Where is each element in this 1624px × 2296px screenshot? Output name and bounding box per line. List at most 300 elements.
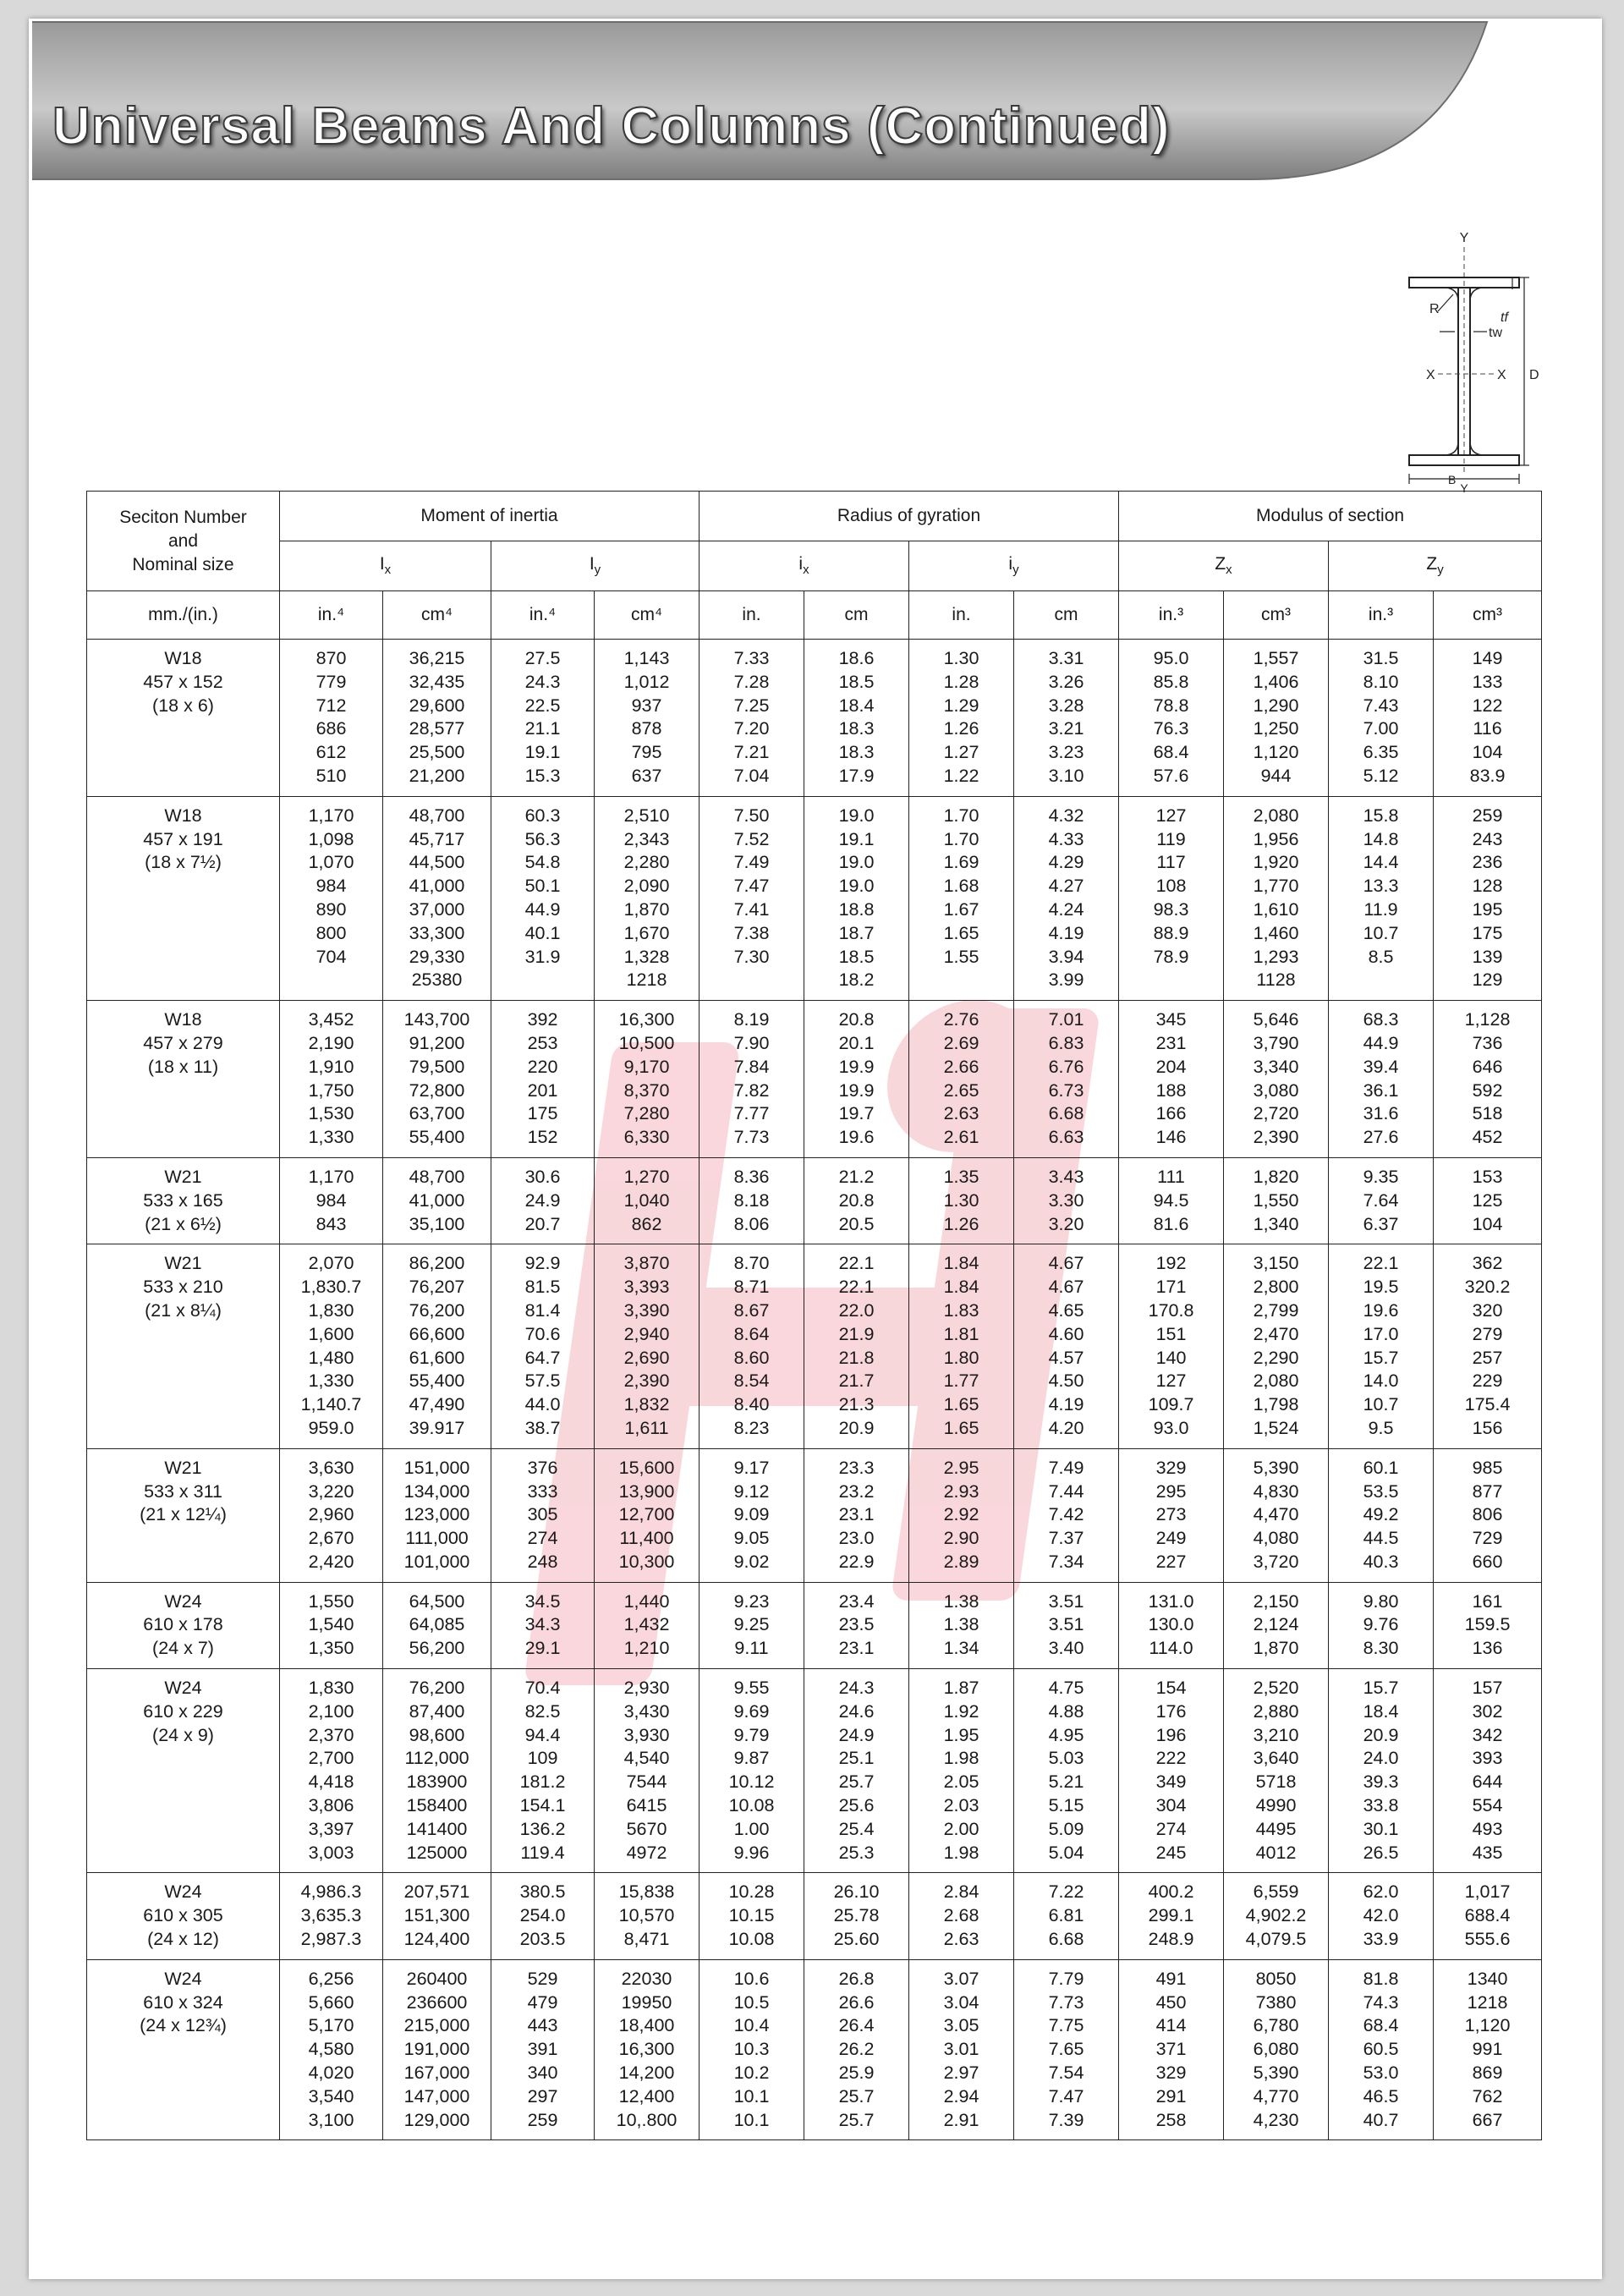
table-cell (383, 1244, 491, 1448)
unit-header: cm⁴ (383, 591, 491, 640)
cell-value: 2,930 (623, 1678, 670, 1699)
cell-value: 7.73 (1048, 1991, 1084, 2013)
cell-value: 2,280 (623, 852, 670, 873)
cell-value: 3.04 (943, 1991, 979, 2013)
cell-value: 76.3 (1153, 718, 1189, 739)
cell-value: 8.71 (733, 1277, 770, 1298)
cell-value (909, 969, 1013, 992)
table-cell (804, 1244, 909, 1448)
cell-value: 273 (1155, 1504, 1187, 1525)
cell-value: 452 (1472, 1127, 1503, 1148)
table-cell (595, 1157, 700, 1244)
table-cell (1119, 796, 1224, 1000)
cell-value: 78.9 (1153, 946, 1189, 967)
cell-value: 985 (1472, 1457, 1503, 1478)
table-cell (1014, 1582, 1119, 1668)
cell-value: 56,200 (409, 1638, 465, 1659)
cell-value: 22.1 (1363, 1253, 1399, 1274)
cell-value: 82.5 (524, 1700, 561, 1722)
cell-value: 3.30 (1048, 1189, 1084, 1211)
cell-value: 258 (1155, 2109, 1187, 2130)
table-cell (1329, 1157, 1434, 1244)
section-name-line: W18 (164, 805, 202, 826)
table-cell (909, 1001, 1014, 1158)
table-cell (1224, 1669, 1329, 1873)
ix-header: $I_x$ (280, 541, 491, 591)
cell-value (1119, 969, 1223, 992)
cell-value: 1,120 (1253, 742, 1299, 763)
table-cell (1224, 640, 1329, 797)
cell-value: 167,000 (403, 2063, 470, 2084)
cell-value: 44.5 (1363, 1528, 1399, 1549)
cell-value: 7.47 (1048, 2085, 1084, 2106)
cell-value: 1,330 (308, 1370, 354, 1392)
cell-value: 3,080 (1253, 1079, 1299, 1101)
cell-value: 3,100 (308, 2109, 354, 2130)
cell-value: 3.20 (1048, 1213, 1084, 1234)
section-name (87, 1448, 280, 1582)
unit-header: cm (1014, 591, 1119, 640)
cell-value: 4.24 (1048, 898, 1084, 920)
cell-value: 7.04 (733, 765, 770, 786)
cell-value: 2.91 (943, 2109, 979, 2130)
cell-value: 3,870 (623, 1253, 670, 1274)
cell-value: 254.0 (519, 1905, 566, 1926)
cell-value: 134,000 (403, 1480, 470, 1502)
cell-value: 81.5 (524, 1277, 561, 1298)
section-name-line: 610 x 229 (143, 1700, 223, 1722)
cell-value: 152 (527, 1127, 558, 1148)
cell-value: 9.12 (733, 1480, 770, 1502)
cell-value: 128 (1472, 876, 1503, 897)
cell-value: 125000 (406, 1842, 468, 1863)
table-cell (700, 1873, 804, 1959)
cell-value: 8.19 (733, 1009, 770, 1030)
table-cell (1014, 1244, 1119, 1448)
cell-value: 136.2 (519, 1818, 566, 1839)
cell-value: 7.33 (733, 648, 770, 668)
unit-header: in.³ (1119, 591, 1224, 640)
cell-value: 9.5 (1368, 1417, 1394, 1438)
cell-value: 1,460 (1253, 922, 1299, 943)
table-cell (491, 1448, 595, 1582)
cell-value: 83.9 (1469, 765, 1506, 786)
cell-value: 116 (1473, 718, 1502, 739)
cell-value: 2.63 (943, 1103, 979, 1124)
cell-value: 1,350 (308, 1638, 354, 1659)
cell-value: 3,150 (1253, 1253, 1299, 1274)
cell-value: 7.54 (1048, 2063, 1084, 2084)
section-name-line: (18 x 6) (152, 695, 214, 716)
modulus-of-section-header: Modulus of section (1119, 492, 1542, 541)
cell-value: 2,987.3 (300, 1929, 362, 1950)
cell-value: 1.38 (943, 1590, 979, 1612)
cell-value: 8.64 (733, 1323, 770, 1344)
section-name-line: 457 x 279 (143, 1032, 223, 1053)
cell-value: 8.10 (1363, 671, 1399, 692)
cell-value: 1,210 (623, 1638, 670, 1659)
cell-value: 3,210 (1253, 1724, 1299, 1745)
table-cell (280, 1157, 383, 1244)
cell-value: 1,017 (1464, 1881, 1511, 1903)
cell-value: 129,000 (403, 2109, 470, 2130)
section-name-line: (18 x 11) (147, 1056, 219, 1077)
cell-value: 38.7 (524, 1417, 561, 1438)
section-name-line: 533 x 210 (143, 1277, 223, 1298)
cell-value: 8.30 (1363, 1638, 1399, 1659)
table-cell (1329, 1001, 1434, 1158)
cell-value: 28,577 (409, 718, 465, 739)
cell-value: 7.20 (733, 718, 770, 739)
cell-value: 1.28 (943, 671, 979, 692)
table-cell (804, 796, 909, 1000)
cell-value (491, 969, 594, 992)
cell-value: 16,300 (618, 2039, 675, 2060)
section-name-line: W21 (164, 1457, 202, 1478)
cell-value: 7.25 (733, 695, 770, 716)
cell-value: 1,820 (1253, 1166, 1299, 1187)
cell-value: 26.5 (1363, 1842, 1399, 1863)
cell-value: 122 (1472, 695, 1503, 716)
cell-value: 55,400 (409, 1370, 465, 1392)
cell-value: 660 (1472, 1551, 1503, 1572)
table-cell (595, 1582, 700, 1668)
diagram-label-x-right: X (1497, 368, 1506, 382)
cell-value: 1.00 (733, 1818, 770, 1839)
cell-value: 2,510 (623, 805, 670, 826)
cell-value: 2,390 (623, 1370, 670, 1392)
cell-value: 491 (1155, 1968, 1187, 1989)
cell-value: 3,430 (623, 1700, 670, 1722)
cell-value: 3,635.3 (300, 1905, 362, 1926)
cell-value: 11.9 (1363, 898, 1398, 920)
cell-value: 592 (1472, 1079, 1503, 1101)
cell-value: 154 (1155, 1678, 1187, 1699)
cell-value: 1,600 (308, 1323, 354, 1344)
cell-value: 1,830.7 (300, 1277, 362, 1298)
table-cell (280, 796, 383, 1000)
cell-value: 400.2 (1148, 1881, 1194, 1903)
cell-value: 1,540 (308, 1614, 354, 1635)
cell-value: 1,040 (623, 1189, 670, 1211)
section-name-line: 610 x 305 (143, 1905, 223, 1926)
cell-value: 5718 (1255, 1771, 1297, 1793)
cell-value: 25.6 (838, 1795, 875, 1816)
section-name (87, 640, 280, 797)
cell-value: 175 (1472, 922, 1503, 943)
cell-value: 4,230 (1253, 2109, 1299, 2130)
cell-value: 4.60 (1048, 1323, 1084, 1344)
iy-header: $I_y$ (491, 541, 700, 591)
cell-value: 7.34 (1048, 1551, 1084, 1572)
table-cell (1434, 1244, 1542, 1448)
cell-value: 201 (527, 1079, 558, 1101)
cell-value: 340 (527, 2063, 558, 2084)
cell-value: 95.0 (1153, 648, 1189, 668)
cell-value: 7.73 (733, 1127, 770, 1148)
cell-value: 688.4 (1464, 1905, 1511, 1926)
section-name-line: (24 x 12) (147, 1929, 219, 1950)
cell-value: 8.67 (733, 1299, 770, 1321)
cell-value: 19.6 (838, 1127, 875, 1148)
cell-value: 129 (1472, 969, 1503, 991)
cell-value: 443 (527, 2015, 558, 2036)
cell-value: 1,270 (623, 1166, 670, 1187)
cell-value: 44.9 (524, 898, 561, 920)
cell-value: 33.8 (1363, 1795, 1399, 1816)
cell-value: 127 (1155, 805, 1187, 826)
cell-value: 1,832 (623, 1394, 670, 1415)
cell-value: 304 (1155, 1795, 1187, 1816)
cell-value: 5,390 (1253, 2063, 1299, 2084)
cell-value: 130.0 (1148, 1614, 1194, 1635)
cell-value: 87,400 (409, 1700, 465, 1722)
cell-value: 53.5 (1363, 1480, 1399, 1502)
cell-value: 19.7 (838, 1103, 875, 1124)
cell-value: 2.93 (943, 1480, 979, 1502)
cell-value: 320.2 (1464, 1277, 1511, 1298)
cell-value: 104 (1472, 742, 1503, 763)
cell-value: 4,986.3 (300, 1881, 362, 1903)
cell-value: 3.31 (1048, 648, 1084, 668)
cell-value: 8.06 (733, 1213, 770, 1234)
cell-value: 98,600 (409, 1724, 465, 1745)
cell-value: 204 (1155, 1056, 1187, 1077)
cell-value: 1,140.7 (300, 1394, 362, 1415)
cell-value: 19.1 (524, 742, 561, 763)
cell-value: 153 (1472, 1166, 1503, 1187)
cell-value: 1,012 (623, 671, 670, 692)
cell-value: 57.6 (1153, 765, 1189, 786)
cell-value: 7.65 (1048, 2039, 1084, 2060)
cell-value: 37,000 (409, 898, 465, 920)
cell-value: 66,600 (409, 1323, 465, 1344)
table-cell (1014, 1959, 1119, 2140)
cell-value: 297 (527, 2085, 558, 2106)
cell-value: 25.60 (833, 1929, 880, 1950)
cell-value: 9.23 (733, 1590, 770, 1612)
cell-value: 4.50 (1048, 1370, 1084, 1392)
cell-value: 22.9 (838, 1551, 875, 1572)
cell-value: 7.47 (733, 876, 770, 897)
cell-value: 27.5 (524, 648, 561, 668)
cell-value: 53.0 (1363, 2063, 1399, 2084)
cell-value: 108 (1155, 876, 1187, 897)
cell-value: 46.5 (1363, 2085, 1399, 2106)
cell-value: 7.28 (733, 671, 770, 692)
cell-value: 215,000 (403, 2015, 470, 2036)
table-cell (280, 1001, 383, 1158)
cell-value: 7.77 (733, 1103, 770, 1124)
section-name (87, 1157, 280, 1244)
table-cell (1329, 1959, 1434, 2140)
table-cell (1329, 1582, 1434, 1668)
cell-value: 7.52 (733, 828, 770, 849)
cell-value: 112,000 (404, 1748, 469, 1769)
cell-value: 23.4 (838, 1590, 875, 1612)
cell-value: 23.2 (838, 1480, 875, 1502)
unit-header: cm³ (1224, 591, 1329, 640)
cell-value: 686 (315, 718, 347, 739)
cell-value: 3,003 (308, 1842, 354, 1863)
table-cell (1119, 1582, 1224, 1668)
table-row (87, 1001, 1542, 1158)
table-cell (909, 1244, 1014, 1448)
cell-value: 3.07 (943, 1968, 979, 1989)
cell-value: 4.95 (1048, 1724, 1084, 1745)
table-row (87, 1157, 1542, 1244)
cell-value: 3.10 (1048, 765, 1084, 786)
cell-value: 111 (1157, 1166, 1185, 1187)
cell-value: 1.98 (943, 1748, 979, 1769)
cell-value: 3.51 (1048, 1590, 1084, 1612)
table-cell (491, 1669, 595, 1873)
cell-value: 2,190 (308, 1032, 354, 1053)
table-cell (1434, 1157, 1542, 1244)
cell-value: 31.5 (1363, 648, 1399, 668)
cell-value: 29,600 (409, 695, 465, 716)
cell-value: 195 (1472, 898, 1503, 920)
cell-value: 1,432 (623, 1614, 670, 1635)
cell-value: 5670 (626, 1818, 667, 1839)
cell-value: 7.82 (733, 1079, 770, 1101)
cell-value: 2,700 (308, 1748, 354, 1769)
table-cell (491, 1873, 595, 1959)
cell-value: 19.9 (838, 1056, 875, 1077)
section-name-line: 457 x 152 (143, 671, 223, 692)
section-name (87, 1669, 280, 1873)
cell-value: 19950 (621, 1991, 672, 2013)
cell-value: 9.80 (1363, 1590, 1399, 1612)
cell-value: 5,390 (1253, 1457, 1299, 1478)
table-cell (1434, 1001, 1542, 1158)
cell-value: 1.38 (943, 1614, 979, 1635)
cell-value: 9,170 (623, 1056, 670, 1077)
cell-value: 88.9 (1153, 922, 1189, 943)
cell-value: 984 (315, 1189, 347, 1211)
unit-header: in.⁴ (491, 591, 595, 640)
cell-value: 3.99 (1048, 969, 1084, 991)
cell-value: 81.6 (1153, 1213, 1189, 1234)
cell-value: 529 (527, 1968, 558, 1989)
table-cell (1434, 796, 1542, 1000)
cell-value: 63,700 (409, 1103, 465, 1124)
table-cell (700, 1669, 804, 1873)
cell-value: 54.8 (524, 852, 561, 873)
cell-value: 2,960 (308, 1504, 354, 1525)
cell-value: 391 (527, 2039, 558, 2060)
cell-value: 6.83 (1048, 1032, 1084, 1053)
cell-value: 191,000 (403, 2039, 470, 2060)
section-name-line: (21 x 8¼) (145, 1299, 222, 1321)
table-cell (491, 1001, 595, 1158)
cell-value: 1.55 (943, 946, 979, 967)
section-name-line: (24 x 9) (152, 1724, 214, 1745)
cell-value: 40.3 (1363, 1551, 1399, 1572)
table-cell (595, 796, 700, 1000)
cell-value: 23.1 (838, 1638, 875, 1659)
cell-value: 139 (1472, 946, 1503, 967)
cell-value: 944 (1260, 765, 1292, 786)
cell-value: 21,200 (409, 765, 465, 786)
cell-value: 8050 (1255, 1968, 1297, 1989)
cell-value: 48,700 (409, 1166, 465, 1187)
cell-value: 175.4 (1464, 1394, 1511, 1415)
cell-value: 4495 (1255, 1818, 1297, 1839)
cell-value: 76,207 (409, 1277, 465, 1298)
cell-value: 14,200 (618, 2063, 675, 2084)
cell-value: 18.3 (838, 742, 875, 763)
section-name-line: (24 x 7) (152, 1638, 214, 1659)
cell-value: 19.9 (838, 1079, 875, 1101)
table-cell (383, 1448, 491, 1582)
cell-value: 1,340 (1253, 1213, 1299, 1234)
cell-value: 243 (1472, 828, 1503, 849)
cell-value: 1,143 (623, 648, 670, 668)
table-cell (280, 1669, 383, 1873)
cell-value: 50.1 (524, 876, 561, 897)
table-cell (1224, 1448, 1329, 1582)
cell-value: 24.9 (838, 1724, 875, 1745)
table-cell (383, 796, 491, 1000)
cell-value: 2.90 (943, 1528, 979, 1549)
cell-value: 7.37 (1048, 1528, 1084, 1549)
cell-value: 149 (1472, 648, 1503, 668)
cell-value: 870 (315, 648, 347, 668)
cell-value: 109.7 (1148, 1394, 1194, 1415)
cell-value (700, 969, 804, 992)
table-cell (700, 1448, 804, 1582)
cell-value: 345 (1155, 1009, 1187, 1030)
cell-value: 1,770 (1253, 876, 1299, 897)
section-name-line: (24 x 12¾) (140, 2015, 227, 2036)
cell-value: 2.61 (943, 1127, 979, 1148)
table-cell (1014, 796, 1119, 1000)
cell-value: 78.8 (1153, 695, 1189, 716)
cell-value: 1.26 (943, 718, 979, 739)
section-name-line: W18 (164, 1009, 202, 1030)
cell-value: 20.5 (838, 1213, 875, 1234)
cell-value: 4.75 (1048, 1678, 1084, 1699)
section-name-line: 610 x 324 (143, 1991, 223, 2013)
cell-value: 104 (1472, 1213, 1503, 1234)
cell-value: 450 (1155, 1991, 1187, 2013)
cell-value: 21.2 (838, 1166, 875, 1187)
cell-value: 109 (527, 1748, 558, 1769)
cell-value: 9.35 (1363, 1166, 1399, 1187)
table-cell (804, 1001, 909, 1158)
cell-value: 890 (315, 898, 347, 920)
cell-value: 253 (527, 1032, 558, 1053)
cell-value: 10.1 (733, 2085, 770, 2106)
cell-value: 14.0 (1363, 1370, 1399, 1392)
cell-value: 236600 (406, 1991, 468, 2013)
cell-value: 161 (1472, 1590, 1503, 1612)
cell-value: 1,557 (1253, 648, 1299, 668)
cell-value: 231 (1155, 1032, 1187, 1053)
cell-value: 21.9 (838, 1323, 875, 1344)
cell-value: 4.33 (1048, 828, 1084, 849)
table-cell (700, 796, 804, 1000)
cell-value: 1.80 (943, 1347, 979, 1368)
cell-value: 612 (315, 742, 347, 763)
diagram-label-x-left: X (1426, 368, 1435, 382)
cell-value: 20.8 (838, 1009, 875, 1030)
table-cell (1329, 1873, 1434, 1959)
cell-value: 12,400 (618, 2085, 675, 2106)
cell-value: 3,806 (308, 1795, 354, 1816)
section-name-line: W24 (164, 1968, 202, 1989)
